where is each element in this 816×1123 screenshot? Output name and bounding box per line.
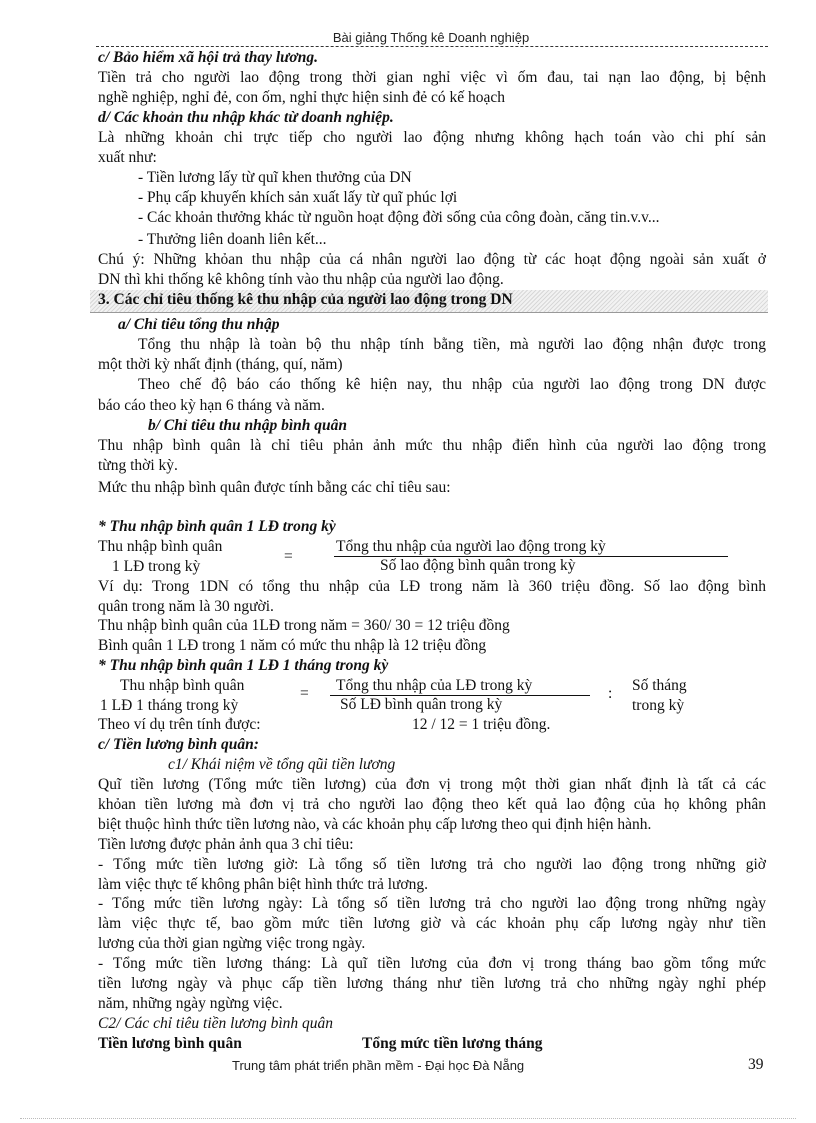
formula-2-denominator: Số LĐ bình quân trong kỳ (340, 696, 503, 713)
text-line: Tiền lương được phản ảnh qua 3 chỉ tiêu: (98, 836, 354, 853)
bullet-item: - Các khoản thưởng khác từ nguồn hoạt động đời sống của công đoàn, căng tin.v.v... (138, 209, 660, 226)
text-line: Theo chế độ báo cáo thống kê hiện nay, thu nhập của người lao động trong DN được (138, 376, 766, 393)
page-number: 39 (748, 1056, 764, 1073)
formula-2-right-top: Số tháng (632, 677, 687, 694)
text-line: Là những khoản chi trực tiếp cho người lao động nhưng không hạch toán vào chi phí sản (98, 129, 766, 146)
text-line: Quĩ tiền lương (Tổng mức tiền lương) của đơn vị trong một thời gian nhất định là tất cả các (98, 776, 766, 793)
text-line: làm việc thực tế, bao gồm mức tiền lương giờ và các khoản phụ cấp lương ngày như tiền (98, 915, 766, 932)
text-line: lương của thời gian ngừng việc trong ngày. (98, 935, 366, 952)
bullet-item: - Phụ cấp khuyến khích sản xuất lấy từ quĩ phúc lợi (138, 189, 458, 206)
text-line: Mức thu nhập bình quân được tính bằng các chỉ tiêu sau: (98, 479, 451, 496)
bullet-item: - Thưởng liên doanh liên kết... (138, 231, 327, 248)
formula-1-equals: = (284, 548, 293, 565)
formula-2-left-bottom: 1 LĐ 1 tháng trong kỳ (100, 697, 239, 714)
note-line: DN thì khi thống kê không tính vào thu nhập của người lao động. (98, 271, 504, 288)
formula-1-left-bottom: 1 LĐ trong kỳ (112, 558, 201, 575)
text-line: làm việc thực tế không phân biệt hình thức trả lương. (98, 876, 428, 893)
text-line: khỏan tiền lương mà đơn vị trả cho người lao động theo kết quả lao động của họ không phân (98, 796, 766, 813)
bullet-item: - Tiền lương lấy từ quĩ khen thưởng của DN (138, 169, 412, 186)
formula-2-heading: * Thu nhập bình quân 1 LĐ 1 tháng trong kỳ (98, 657, 389, 674)
formula-3-numerator: Tổng mức tiền lương tháng (362, 1035, 543, 1052)
heading-c2: C2/ Các chỉ tiêu tiền lương bình quân (98, 1015, 333, 1032)
text-line: từng thời kỳ. (98, 457, 178, 474)
section-3-title: 3. Các chỉ tiêu thống kê thu nhập của người lao động trong DN (98, 291, 513, 308)
formula-2-right-bottom: trong kỳ (632, 697, 685, 714)
formula-2-left-top: Thu nhập bình quân (120, 677, 245, 694)
formula-1-denominator: Số lao động bình quân trong kỳ (380, 557, 576, 574)
formula-2-equals: = (300, 685, 309, 702)
text-line: Thu nhập bình quân là chỉ tiêu phản ảnh mức thu nhập điển hình của người lao động trong (98, 437, 766, 454)
heading-c: c/ Bảo hiểm xã hội trả thay lương. (98, 49, 318, 66)
text-line: báo cáo theo kỳ hạn 6 tháng và năm. (98, 397, 325, 414)
formula-1-numerator: Tổng thu nhập của người lao động trong kỳ (336, 538, 606, 555)
text-line: - Tổng mức tiền lương tháng: Là quĩ tiền lương của đơn vị trong tháng bao gồm tổng mức (98, 955, 766, 972)
heading-d: d/ Các khoản thu nhập khác từ doanh nghiệp. (98, 109, 394, 126)
formula-2-example-value: 12 / 12 = 1 triệu đồng. (412, 716, 551, 733)
text-line: nghề nghiệp, nghỉ đẻ, con ốm, nghỉ thực hiện sinh đẻ có kế hoạch (98, 89, 506, 106)
heading-b: b/ Chỉ tiêu thu nhập bình quân (148, 417, 348, 434)
heading-c-salary: c/ Tiền lương bình quân: (98, 736, 259, 753)
header-rule (96, 46, 768, 47)
text-line: - Tổng mức tiền lương ngày: Là tổng số tiền lương trả cho người lao động trong những ngày (98, 895, 766, 912)
text-line: năm, những ngày ngừng việc. (98, 995, 283, 1012)
example-line: Bình quân 1 LĐ trong 1 năm có mức thu nhập là 12 triệu đồng (98, 637, 487, 654)
formula-3-left: Tiền lương bình quân (98, 1035, 242, 1052)
formula-1-heading: * Thu nhập bình quân 1 LĐ trong kỳ (98, 518, 336, 535)
text-line: xuất như: (98, 149, 157, 166)
text-line: Tổng thu nhập là toàn bộ thu nhập tính bằng tiền, mà người lao động nhận được trong (138, 336, 766, 353)
note-line: Chú ý: Những khỏan thu nhập của cá nhân người lao động từ các hoạt động ngoài sản xuất ở (98, 251, 766, 268)
running-header: Bài giảng Thống kê Doanh nghiệp (332, 30, 530, 45)
heading-a: a/ Chỉ tiêu tổng thu nhập (118, 316, 280, 333)
formula-1-left-top: Thu nhập bình quân (98, 538, 223, 555)
example-line: quân trong năm là 30 người. (98, 598, 274, 615)
text-line: - Tổng mức tiền lương giờ: Là tổng số tiền lương trả cho người lao động trong những giờ (98, 856, 766, 873)
formula-2-colon: : (608, 685, 613, 702)
formula-2-example-label: Theo ví dụ trên tính được: (98, 716, 261, 733)
heading-c1: c1/ Khái niệm về tổng qũi tiền lương (168, 756, 396, 773)
formula-2-numerator: Tổng thu nhập của LĐ trong kỳ (336, 677, 533, 694)
page-footer: Trung tâm phát triển phần mềm - Đại học Đà Nẵng (232, 1058, 525, 1073)
text-line: một thời kỳ nhất định (tháng, quí, năm) (98, 356, 343, 373)
text-line: biệt thuộc hình thức tiền lương nào, và các khoản phụ cấp lương theo qui định hiện hành. (98, 816, 652, 833)
page-edge-rule (20, 1118, 796, 1119)
example-line: Ví dụ: Trong 1DN có tổng thu nhập của LĐ trong năm là 360 triệu đồng. Số lao động bình (98, 578, 766, 595)
text-line: tiền lương ngày và phục cấp tiền lương tháng như tiền lương trả cho những ngày nghỉ phép (98, 975, 766, 992)
example-line: Thu nhập bình quân của 1LĐ trong năm = 360/ 30 = 12 triệu đồng (98, 617, 510, 634)
text-line: Tiền trả cho người lao động trong thời gian nghỉ việc vì ốm đau, tai nạn lao động, bị bệnh (98, 69, 766, 86)
section-3-heading (90, 290, 768, 313)
